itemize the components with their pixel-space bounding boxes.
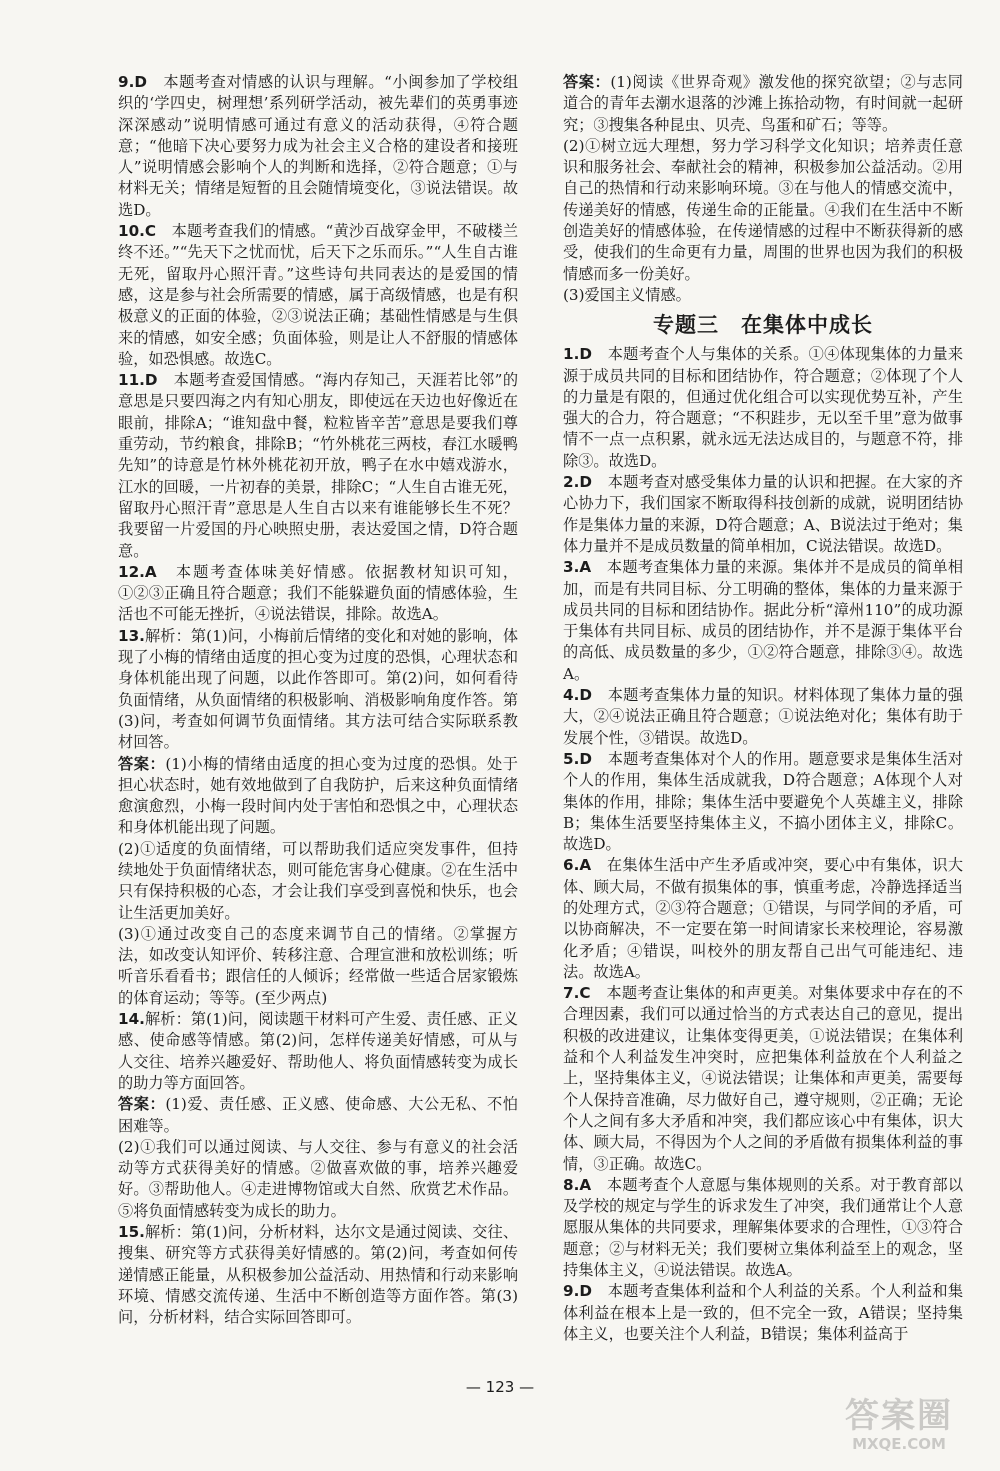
answer-item <box>563 344 963 472</box>
item-label: 解析： <box>144 626 191 645</box>
item-text: 本题考查集体对个人的作用。题意要求是集体生活对个人的作用，集体生活成就我，D符合题意；A体现个人对集体的作用，排除；集体生活中要避免个人英雄主义，排除B；集体生活要坚持集体主义，不搞小团体主义，排除C。故选D。 <box>563 749 964 854</box>
answer-item <box>118 626 518 754</box>
page-number: — 123 — <box>465 1378 535 1396</box>
answer-label: 答案： <box>118 1095 166 1114</box>
answer-item <box>563 1281 963 1345</box>
item-number: 9.D <box>118 73 147 91</box>
answer-item <box>563 749 963 855</box>
item-text: 在集体生活中产生矛盾或冲突，要心中有集体，识大体、顾大局，不做有损集体的事，慎重考虑，冷静选择适当的处理方式，②③符合题意；①错误，与同学间的矛盾，可以协商解决，不一定要在第一时间请家长来校理论，容易激化矛盾；④错误，叫校外的朋友帮自己出气可能违纪、违法。故选A。 <box>563 856 964 981</box>
right-column <box>563 72 963 1345</box>
answer-text: (1)阅读《世界奇观》激发他的探究欲望；②与志同道合的青年去潮水退落的沙滩上拣拾动物，有时间就一起研究；③搜集各种昆虫、贝壳、鸟蛋和矿石；等等。 <box>563 73 963 134</box>
answer-item <box>118 72 518 221</box>
item-number: 10.C <box>118 222 157 241</box>
answer-paragraph <box>563 72 963 136</box>
left-column <box>118 72 518 1329</box>
answer-item <box>563 983 963 1175</box>
right-items <box>563 344 963 1345</box>
answer-item <box>563 855 963 983</box>
answer-label: 答案： <box>118 754 166 773</box>
answer-paragraph <box>118 754 518 839</box>
item-number: 3.A <box>563 558 592 577</box>
item-label: 解析： <box>144 1223 191 1242</box>
item-number: 6.A <box>563 856 592 875</box>
item-text: 本题考查集体利益和个人利益的关系。个人利益和集体利益在根本上是一致的，但不完全一致，A错误；坚持集体主义，也要关注个人利益，B错误；集体利益高于 <box>563 1282 964 1343</box>
item-text: 本题考查个人意愿与集体规则的关系。对于教育部以及学校的规定与学生的诉求发生了冲突，我们通常让个人意愿服从集体的共同要求，理解集体要求的合理性，①③符合题意；②与材料无关；我们要树立集体利益至上的观念，坚持集体主义，④说法错误。故选A。 <box>563 1175 964 1280</box>
item-number: 9.D <box>563 1282 592 1301</box>
answer-item <box>563 1175 963 1281</box>
answer-paragraph <box>118 1137 518 1222</box>
answer-text: (1)小梅的情绪由适度的担心变为过度的恐惧。处于担心状态时，她有效地做到了自我防护，后来这种负面情绪愈演愈烈，小梅一段时间内处于害怕和恐惧之中，心理状态和身体机能出现了问题。 <box>118 754 518 837</box>
item-text: 本题考查我们的情感。“黄沙百战穿金甲，不破楼兰终不还。”“先天下之忧而忧，后天下之乐而乐。”“人生自古谁无死，留取丹心照汗青。”这些诗句共同表达的是爱国的情感，这是参与社会所需要的情感，属于高级情感，也是有积极意义的正面的体验，②③说法正确；基础性情感是与生俱来的情感，如安全感；负面体验，则是让人不舒服的情感体验，如恐惧感。故选C。 <box>118 222 518 368</box>
answer-block <box>563 72 963 306</box>
answer-text: (2)①适度的负面情绪，可以帮助我们适应突发事件，但持续地处于负面情绪状态，则可能危害身心健康。②在生活中只有保持积极的心态，才会让我们享受到喜悦和快乐，也会让生活更加美好。 <box>118 839 518 922</box>
item-number: 11.D <box>118 371 158 390</box>
item-number: 5.D <box>563 749 592 768</box>
watermark-logo <box>824 1397 974 1459</box>
item-text: 本题考查体味美好情感。依据教材知识可知，①②③正确且符合题意；我们不能躲避负面的情感体验，生活也不可能无挫折，④说法错误，排除。故选A。 <box>118 562 519 624</box>
item-number: 12.A <box>118 562 157 581</box>
item-number: 13. <box>118 626 145 645</box>
answer-item <box>118 1222 518 1328</box>
answer-text: (1)爱、责任感、正义感、使命感、大公无私、不怕困难等。 <box>118 1095 518 1135</box>
item-number: 4.D <box>563 686 592 705</box>
item-text: 本题考查对情感的认识与理解。“小闽参加了学校组织的‘学四史，树理想’系列研学活动，被先辈们的英勇事迹深深感动”说明情感可通过有意义的活动获得，④符合题意；“他暗下决心要努力成为社会主义合格的建设者和接班人”说明情感会影响个人的判断和选择，②符合题意；①与材料无关；情绪是短暂的且会随情境变化，③说法错误。故选D。 <box>118 73 519 219</box>
item-text: 本题考查爱国情感。“海内存知己，天涯若比邻”的意思是只要四海之内有知心朋友，即使远在天边也好像近在眼前，排除A；“谁知盘中餐，粒粒皆辛苦”意思是要我们尊重劳动，节约粮食，排除B；“竹外桃花三两枝，春江水暖鸭先知”的诗意是竹林外桃花初开放，鸭子在水中嬉戏游水，江水的回暖，一片初春的美景，排除C；“人生自古谁无死，留取丹心照汗青”意思是人生自古以来有谁能够长生不死？我要留一片爱国的丹心映照史册，表达爱国之情，D符合题意。 <box>118 371 519 560</box>
item-number: 2.D <box>563 473 592 492</box>
answer-text: (2)①我们可以通过阅读、与人交往、参与有意义的社会活动等方式获得美好的情感。②做喜欢做的事，培养兴趣爱好。③帮助他人。④走进博物馆或大自然、欣赏艺术作品。⑤将负面情感转变为成长的助力。 <box>118 1137 518 1220</box>
answer-paragraph <box>118 924 518 1009</box>
item-text: 第(1)问，分析材料，达尔文是通过阅读、交往、搜集、研究等方式获得美好情感的。第(2)问，考查如何传递情感正能量，从积极参加公益活动、用热情和行动来影响环境、情感交流传递、生活中不断创造等方面作答。第(3)问，分析材料，结合实际回答即可。 <box>118 1223 519 1327</box>
answer-item <box>118 221 518 370</box>
item-number: 14. <box>118 1010 145 1029</box>
item-text: 本题考查个人与集体的关系。①④体现集体的力量来源于成员共同的目标和团结协作，符合题意；②体现了个人的力量是有限的，但通过优化组合可以实现优势互补，产生强大的合力，符合题意；“不积跬步，无以至千里”意为做事情不一点一点积累，就永远无法达成目的，与题意不符，排除③。故选D。 <box>563 345 964 470</box>
section-title: 专题三 在集体中成长 <box>653 313 873 338</box>
item-number: 15. <box>118 1223 145 1242</box>
item-text: 本题考查集体力量的来源。集体并不是成员的简单相加，而是有共同目标、分工明确的整体，集体的力量来源于成员共同的目标和团结协作。据此分析“漳州110”的成功源于集体有共同目标、成员的团结协作，并不是源于集体平台的高低、成员数量的多少，①②符合题意，排除③④。故选A。 <box>563 558 964 683</box>
item-text: 第(1)问，阅读题干材料可产生爱、责任感、正义感、使命感等情感。第(2)问，怎样传递美好情感，可从与人交往、培养兴趣爱好、帮助他人、将负面情感转变为成长的助力等方面回答。 <box>118 1010 519 1092</box>
item-number: 7.C <box>563 984 591 1003</box>
answer-text: (2)①树立远大理想，努力学习科学文化知识；培养责任意识和服务社会、奉献社会的精神，积极参加公益活动。②用自己的热情和行动来影响环境。③在与他人的情感交流中，传递美好的情感，传递生命的正能量。④我们在生活中不断创造美好的情感体验，在传递情感的过程中不断获得新的感受，使我们的生命更有力量，周围的世界也因为我们的积极情感而多一份美好。 <box>563 136 963 283</box>
item-text: 本题考查对感受集体力量的认识和把握。在大家的齐心协力下，我们国家不断取得科技创新的成就，说明团结协作是集体力量的来源，D符合题意；A、B说法过于绝对；集体力量并不是成员数量的简单相加，C说法错误。故选D。 <box>563 473 964 555</box>
item-number: 1.D <box>563 345 592 364</box>
answer-item <box>118 562 518 626</box>
watermark-text: 答案圈 <box>845 1396 953 1436</box>
item-text: 本题考查集体力量的知识。材料体现了集体力量的强大，②④说法正确且符合题意；①说法绝对化；集体有助于发展个性，③错误。故选D。 <box>563 686 964 747</box>
answer-item <box>563 472 963 557</box>
answer-paragraph <box>563 285 963 306</box>
item-text: 本题考查让集体的和声更美。对集体要求中存在的不合理因素，我们可以通过恰当的方式表达自己的意见，提出积极的改进建议，让集体变得更美，①说法错误；在集体利益和个人利益发生冲突时，应把集体利益放在个人利益之上，坚持集体主义，④说法错误；让集体和声更美，需要每个人保持音准确，尽力做好自己，遵守规则，②正确；无论个人之间有多大矛盾和冲突，我们都应该心中有集体，识大体、顾大局，不得因为个人之间的矛盾做有损集体利益的事情，③正确。故选C。 <box>563 984 964 1173</box>
answer-item <box>118 370 518 562</box>
answer-paragraph <box>118 1094 518 1137</box>
answer-label: 答案： <box>563 73 611 91</box>
item-label: 解析： <box>144 1010 191 1029</box>
answer-item <box>563 685 963 749</box>
answer-text: (3)①通过改变自己的态度来调节自己的情绪。②掌握方法，如改变认知评价、转移注意、合理宣泄和放松训练；听听音乐看看书；跟信任的人倾诉；经常做一些适合居家锻炼的体育运动；等等。(至少两点) <box>118 924 518 1007</box>
answer-paragraph <box>118 839 518 924</box>
answer-item <box>118 1009 518 1094</box>
watermark-url: MXQE.COM <box>852 1435 946 1453</box>
item-text: 第(1)问，小梅前后情绪的变化和对她的影响，体现了小梅的情绪由适度的担心变为过度的恐惧，心理状态和身体机能出现了问题，以此作答即可。第(2)问，如何看待负面情绪，从负面情绪的积极影响、消极影响角度作答。第(3)问，考查如何调节负面情绪。其方法可结合实际联系教材回答。 <box>118 626 519 752</box>
answer-paragraph <box>563 136 963 285</box>
answer-item <box>563 557 963 685</box>
item-number: 8.A <box>563 1175 592 1194</box>
answer-text: (3)爱国主义情感。 <box>563 285 691 304</box>
